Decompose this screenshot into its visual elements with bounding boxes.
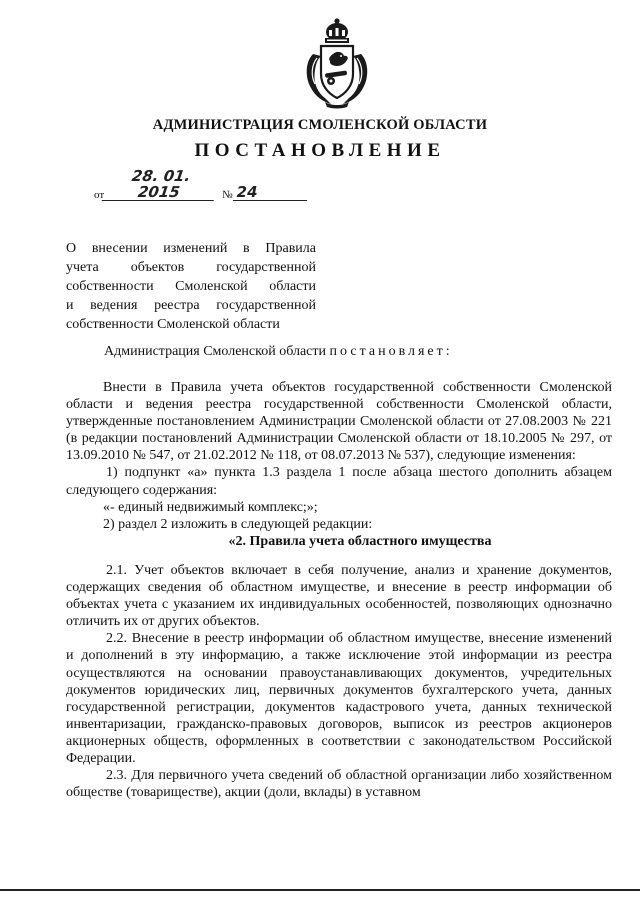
subject-line: собственности Смоленской области xyxy=(66,317,280,332)
intro-text: Администрация Смоленской области xyxy=(104,344,327,359)
document-date: 28. 01. 2015 xyxy=(102,168,219,201)
document-type-title: ПОСТАНОВЛЕНИЕ xyxy=(194,140,446,161)
document-number: 24 xyxy=(233,184,307,201)
paragraph: 2.3. Для первичного учета сведений об областной организации либо хозяйственном обществе (товариществе), акции (доли, вклады) в уставном xyxy=(66,768,612,801)
subject-line: О внесении изменений в Правила xyxy=(66,241,316,256)
coat-of-arms-icon xyxy=(303,18,371,110)
subject-line: и ведения реестра государственной xyxy=(66,298,316,313)
intro-resolves: постановляет: xyxy=(329,344,453,359)
date-label: от xyxy=(94,189,105,201)
paragraph: 2.1. Учет объектов включает в себя получение, анализ и хранение документов, содержащих сведения об областном имуществе, и внесение в реестр информации об объектах учета с указанием их индивидуальных особенностей, позволяющих однозначно отличить их от других объектов. xyxy=(66,562,612,630)
section-title: «2. Правила учета областного имущества xyxy=(228,533,492,549)
page-bottom-rule xyxy=(0,889,640,891)
date-number-line xyxy=(94,168,307,201)
spacer xyxy=(66,550,612,562)
subject-line: собственности Смоленской области xyxy=(66,279,316,294)
organization-name: АДМИНИСТРАЦИЯ СМОЛЕНСКОЙ ОБЛАСТИ xyxy=(152,117,488,133)
paragraph: «- единый недвижимый комплекс;»; xyxy=(103,499,318,515)
document-subject xyxy=(66,239,316,334)
paragraph: 2.2. Внесение в реестр информации об областном имуществе, внесение изменений и дополнений в эту информацию, а также исключение этой информации из реестра осуществляются на основании правоустанавливающих документов, учредительных документов юридических лиц, первичных документов бухгалтерского учета, данных государственной регистрации, документов кадастрового учета, данных технической инвентаризации, гражданско-правовых договоров, выписок из реестров акционеров акционерных обществ, оформленных в соответствии с законодательством Российской Федерации. xyxy=(66,631,612,766)
paragraph: 2) раздел 2 изложить в следующей редакции: xyxy=(103,516,373,532)
paragraph: 1) подпункт «а» пункта 1.3 раздела 1 после абзаца шестого дополнить абзацем следующего содержания: xyxy=(66,465,612,498)
resolution-intro xyxy=(104,344,453,360)
paragraph: Внести в Правила учета объектов государственной собственности Смоленской области и ведения реестра государственной собственности Смоленской области, утвержденные постановлением Администрации Смоленской области от 27.08.2003 № 221 (в редакции постановлений Администрации Смоленской области от 18.10.2005 № 297, от 13.09.2010 № 547, от 21.02.2012 № 118, от 08.07.2013 № 537), следующие изменения: xyxy=(66,380,612,464)
number-label: № xyxy=(222,189,233,201)
subject-line: учета объектов государственной xyxy=(66,260,316,275)
document-body xyxy=(66,379,612,801)
